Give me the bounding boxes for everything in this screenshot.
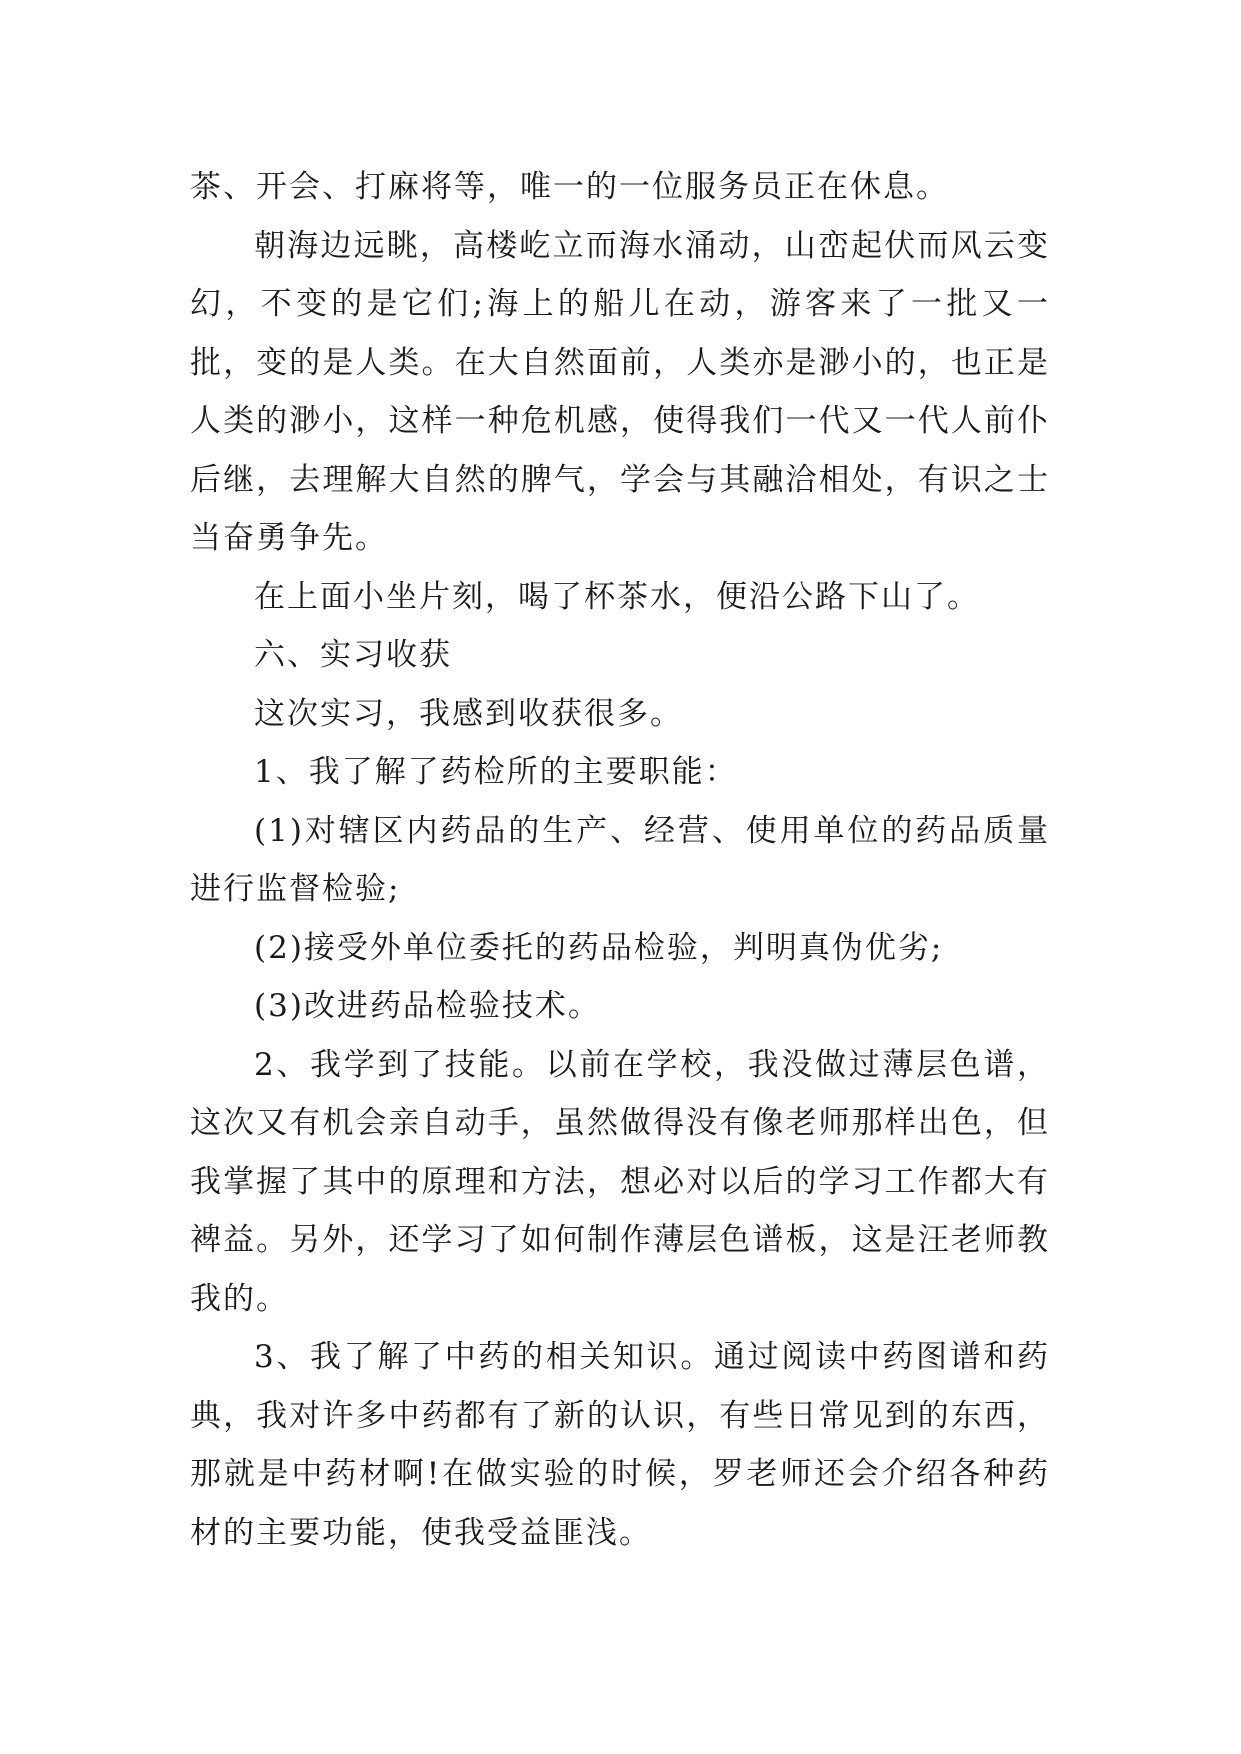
paragraph: 这次实习，我感到收获很多。	[254, 695, 683, 732]
list-item: 3、我了解了中药的相关知识。通过阅读中药图谱和药典，我对许多中药都有了新的认识，有些日常见到的东西，那就是中药材啊!在做实验的时候，罗老师还会介绍各种药材的主要功能，使我受益匪浅。	[190, 1339, 1050, 1551]
paragraph: 茶、开会、打麻将等，唯一的一位服务员正在休息。	[190, 169, 949, 205]
paragraph: 朝海边远眺，高楼屹立而海水涌动，山峦起伏而风云变幻，不变的是它们;海上的船儿在动，游客来了一批又一批，变的是人类。在大自然面前，人类亦是渺小的，也正是人类的渺小，这样一种危机感，使得我们一代又一代人前仆后继，去理解大自然的脾气，学会与其融洽相处，有识之士当奋勇争先。	[190, 227, 1050, 556]
list-item: 1、我了解了药检所的主要职能：	[254, 754, 738, 790]
sub-list-item: (1)对辖区内药品的生产、经营、使用单位的药品质量进行监督检验;	[190, 812, 1050, 907]
paragraph: 在上面小坐片刻，喝了杯茶水，便沿公路下山了。	[254, 578, 980, 615]
sub-list-item: (3)改进药品检验技术。	[254, 988, 601, 1024]
section-heading: 六、实习收获	[254, 637, 452, 673]
sub-list-item: (2)接受外单位委托的药品检验，判明真伪优劣;	[254, 929, 944, 966]
document-body	[190, 158, 1050, 1562]
list-item: 2、我学到了技能。以前在学校，我没做过薄层色谱，这次又有机会亲自动手，虽然做得没有像老师那样出色，但我掌握了其中的原理和方法，想必对以后的学习工作都大有裨益。另外，还学习了如何制作薄层色谱板，这是汪老师教我的。	[190, 1046, 1050, 1317]
